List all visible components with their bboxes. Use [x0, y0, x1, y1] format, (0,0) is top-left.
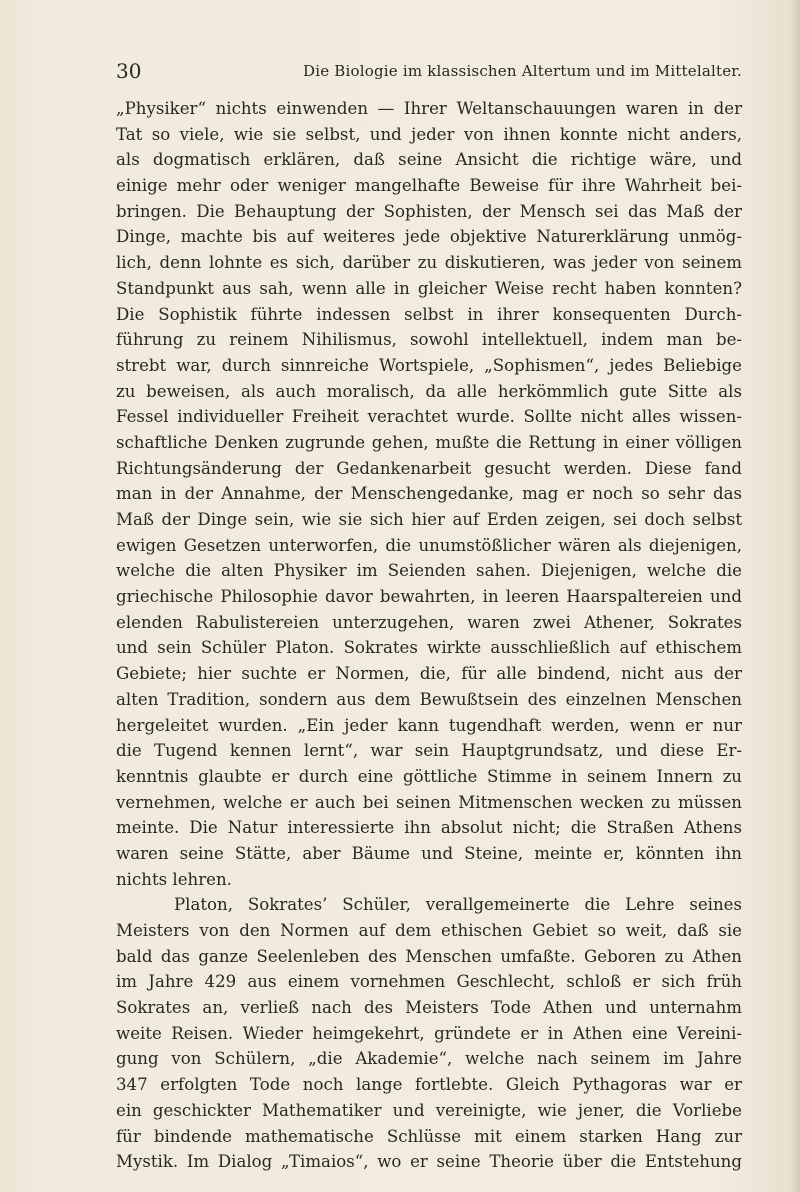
paragraph [116, 892, 742, 1175]
text-line: welche die alten Physiker im Seienden sahen. Diejenigen, welche die [116, 561, 742, 581]
text-line: kenntnis glaubte er durch eine göttliche Stimme in seinem Innern zu [116, 766, 742, 786]
text-line: Die Sophistik führte indessen selbst in ihrer konsequenten Durch- [116, 304, 742, 324]
text-line: bringen. Die Behauptung der Sophisten, der Mensch sei das Maß der [116, 201, 742, 221]
text-line: Gebiete; hier suchte er Normen, die, für alle bindend, nicht aus der [116, 664, 742, 684]
running-title: Die Biologie im klassischen Altertum und im Mittelalter. [303, 62, 742, 80]
text-line: strebt war, durch sinnreiche Wortspiele, „Sophismen“, jedes Beliebige [116, 355, 742, 375]
text-line: einige mehr oder weniger mangelhafte Beweise für ihre Wahrheit bei- [116, 176, 742, 196]
text-line: vernehmen, welche er auch bei seinen Mitmenschen wecken zu müssen [116, 792, 742, 812]
text-line: Tat so viele, wie sie selbst, und jeder von ihnen konnte nicht anders, [116, 124, 742, 144]
text-line: bald das ganze Seelenleben des Menschen umfaßte. Geboren zu Athen [116, 946, 742, 966]
paragraph [116, 96, 742, 892]
page-header [116, 58, 742, 84]
text-line: zu beweisen, als auch moralisch, da alle herkömmlich gute Sitte als [116, 381, 742, 401]
page-edge-shadow [790, 0, 800, 1192]
text-line: Richtungsänderung der Gedankenarbeit gesucht werden. Diese fand [116, 458, 742, 478]
text-line: waren seine Stätte, aber Bäume und Steine, meinte er, könnten ihn [116, 843, 742, 863]
text-line: griechische Philosophie davor bewahrten, in leeren Haarspaltereien und [116, 587, 742, 607]
text-line: Platon, Sokrates’ Schüler, verallgemeinerte die Lehre seines [174, 895, 742, 915]
text-line: nichts lehren. [116, 869, 232, 889]
text-line: man in der Annahme, der Menschengedanke, mag er noch so sehr das [116, 484, 742, 504]
text-line: schaftliche Denken zugrunde gehen, mußte die Rettung in einer völligen [116, 432, 742, 452]
text-line: alten Tradition, sondern aus dem Bewußtsein des einzelnen Menschen [116, 689, 742, 709]
text-line: lich, denn lohnte es sich, darüber zu diskutieren, was jeder von seinem [116, 253, 742, 273]
body-text [116, 96, 742, 1175]
text-line: Meisters von den Normen auf dem ethischen Gebiet so weit, daß sie [116, 921, 742, 940]
text-line: 347 erfolgten Tode noch lange fortlebte. Gleich Pythagoras war er [116, 1075, 742, 1095]
text-line: die Tugend kennen lernt“, war sein Hauptgrundsatz, und diese Er- [116, 741, 742, 761]
text-line: führung zu reinem Nihilismus, sowohl intellektuell, indem man be- [116, 330, 742, 350]
text-line: als dogmatisch erklären, daß seine Ansicht die richtige wäre, und [116, 150, 742, 170]
text-line: Mystik. Im Dialog „Timaios“, wo er seine Theorie über die Entstehung [116, 1152, 742, 1172]
page-number: 30 [116, 59, 142, 83]
text-line: im Jahre 429 aus einem vornehmen Geschlecht, schloß er sich früh [116, 972, 742, 992]
text-line: und sein Schüler Platon. Sokrates wirkte ausschließlich auf ethischem [116, 638, 742, 658]
text-line: gung von Schülern, „die Akademie“, welche nach seinem im Jahre [116, 1049, 742, 1069]
text-line: Maß der Dinge sein, wie sie sich hier auf Erden zeigen, sei doch selbst [116, 510, 742, 529]
text-line: Fessel individueller Freiheit verachtet wurde. Sollte nicht alles wissen- [116, 407, 742, 427]
text-line: Sokrates an, verließ nach des Meisters Tode Athen und unternahm [116, 998, 742, 1018]
text-line: für bindende mathematische Schlüsse mit einem starken Hang zur [116, 1126, 742, 1146]
text-line: meinte. Die Natur interessierte ihn absolut nicht; die Straßen Athens [116, 818, 742, 838]
text-line: Dinge, machte bis auf weiteres jede objektive Naturerklärung unmög- [116, 227, 742, 247]
text-line: elenden Rabulistereien unterzugehen, waren zwei Athener, Sokrates [116, 612, 742, 632]
text-line: „Physiker“ nichts einwenden — Ihrer Weltanschauungen waren in der [116, 99, 742, 118]
text-line: hergeleitet wurden. „Ein jeder kann tugendhaft werden, wenn er nur [116, 715, 742, 735]
text-line: ewigen Gesetzen unterworfen, die unumstößlicher wären als diejenigen, [116, 535, 742, 555]
text-line: Standpunkt aus sah, wenn alle in gleicher Weise recht haben konnten? [116, 278, 742, 298]
text-line: weite Reisen. Wieder heimgekehrt, gründete er in Athen eine Vereini- [116, 1023, 742, 1043]
text-line: ein geschickter Mathematiker und vereinigte, wie jener, die Vorliebe [116, 1100, 742, 1120]
